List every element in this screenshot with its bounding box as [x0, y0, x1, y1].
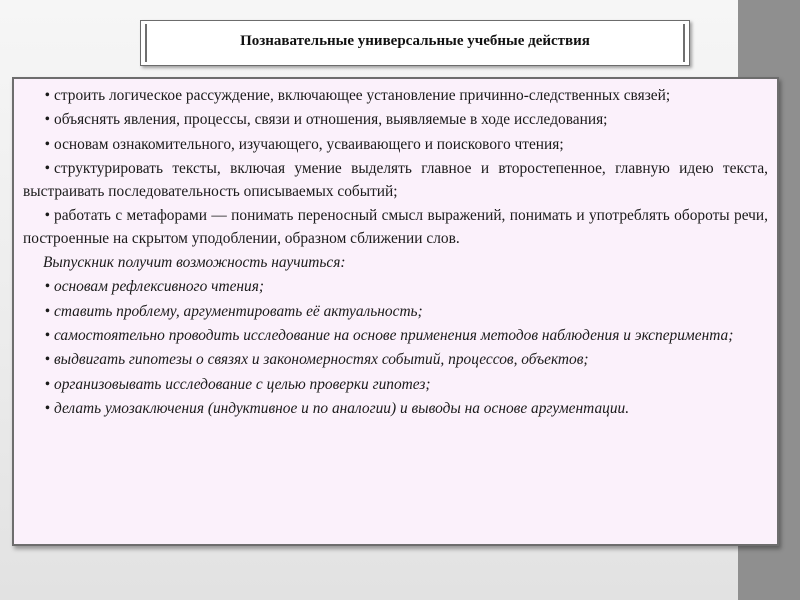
list-item-text: делать умозаключения (индуктивное и по аналогии) и выводы на основе аргументации.: [54, 399, 630, 417]
list-item-text: выдвигать гипотезы о связях и закономерностях событий, процессов, объектов;: [54, 351, 589, 369]
list-item: [23, 85, 768, 108]
list-item: [23, 109, 768, 132]
bullet-icon: •: [44, 375, 50, 393]
list-item: [23, 301, 768, 324]
bullet-icon: •: [44, 326, 50, 344]
slide-title: Познавательные универсальные учебные действия: [240, 33, 590, 49]
bullet-icon: •: [44, 159, 50, 177]
bullet-icon: •: [44, 111, 50, 129]
bullet-icon: •: [44, 278, 50, 296]
list-item-text: объяснять явления, процессы, связи и отношения, выявляемые в ходе исследования;: [54, 111, 608, 129]
bullet-icon: •: [44, 206, 50, 224]
list-item-text: ставить проблему, аргументировать её актуальность;: [54, 302, 423, 320]
list-item: [23, 158, 768, 204]
bullet-icon: •: [44, 399, 50, 417]
bullet-icon: •: [44, 135, 50, 153]
list-item: [23, 374, 768, 397]
list-item: [23, 398, 768, 421]
list-item: [23, 276, 768, 299]
content-box: [12, 77, 779, 546]
title-box: [140, 20, 690, 66]
bullet-icon: •: [44, 351, 50, 369]
list-item-text: строить логическое рассуждение, включающее установление причинно-следственных связей;: [54, 87, 671, 104]
content-text: [23, 85, 768, 422]
bullet-icon: •: [44, 87, 50, 104]
list-item: [23, 349, 768, 372]
list-item-text: организовывать исследование с целью проверки гипотез;: [54, 375, 431, 393]
list-item-text: основам рефлексивного чтения;: [54, 278, 265, 296]
list-item: [23, 134, 768, 157]
list-item: [23, 325, 768, 348]
list-item-text: работать с метафорами — понимать переносный смысл выражений, понимать и употреблять обороты речи, построенные на скрытом уподоблении, образном сближении слов.: [23, 206, 768, 247]
list-item-text: структурировать тексты, включая умение выделять главное и второстепенное, главную идею текста, выстраивать последовательность описываемых событий;: [23, 159, 768, 200]
opportunity-heading: Выпускник получит возможность научиться:: [43, 254, 346, 272]
bullet-icon: •: [44, 302, 50, 320]
list-item: [23, 205, 768, 251]
list-item-text: основам ознакомительного, изучающего, усваивающего и поискового чтения;: [54, 135, 564, 153]
list-item-text: самостоятельно проводить исследование на основе применения методов наблюдения и эксперимента;: [54, 326, 734, 344]
